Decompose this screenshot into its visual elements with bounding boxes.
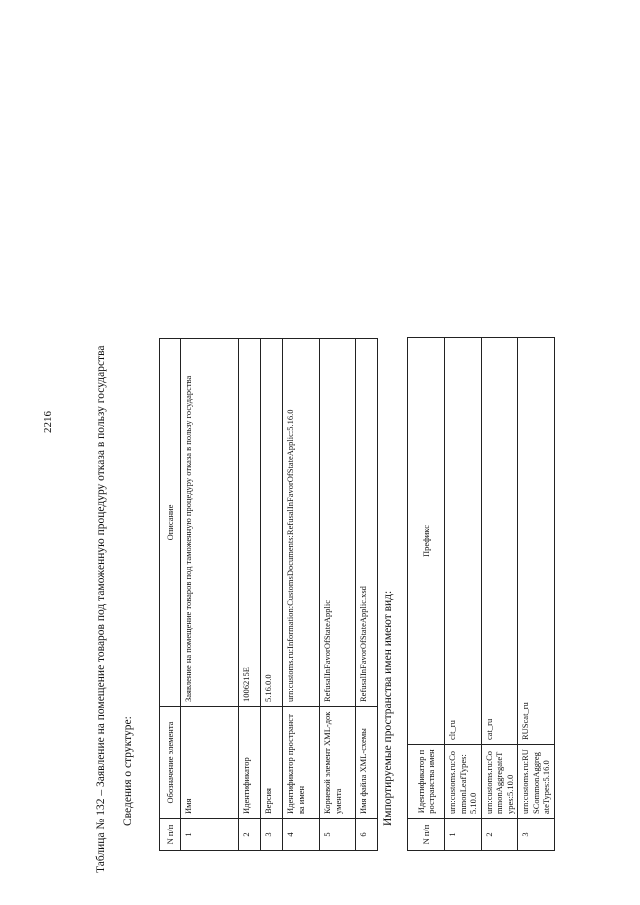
row-number: 2	[481, 819, 518, 851]
table-row	[181, 339, 239, 851]
imports-caption: Импортируемые пространства имен имеют вид:	[382, 590, 394, 826]
table-row	[445, 338, 482, 851]
row-namespace: urn:customs.ru:CommonLeafTypes:5.10.0	[445, 745, 482, 819]
row-prefix: cat_ru	[481, 338, 518, 745]
imports-header-n: N п/п	[408, 819, 445, 851]
row-number: 1	[181, 819, 239, 851]
row-element: Идентификатор	[239, 707, 261, 819]
table-row	[261, 339, 283, 851]
row-namespace: urn:customs.ru:CommonAggregateTypes:5.10.0	[481, 745, 518, 819]
row-element: Имя	[181, 707, 239, 819]
row-element: Имя файла XML-схемы	[356, 707, 378, 819]
row-element: Идентификатор пространства имен	[283, 707, 320, 819]
row-description: 5.16.0.0	[261, 339, 283, 707]
row-description: RefusalInFavorOfStateApplic.xsd	[356, 339, 378, 707]
structure-table	[159, 338, 378, 851]
structure-header-element: Обозначение элемента	[160, 707, 181, 819]
row-prefix: RUScat_ru	[518, 338, 555, 745]
table-title: Таблица № 132 – Заявление на помещение товаров под таможенную процедуру отказа в пользу государства	[95, 345, 107, 873]
row-number: 5	[320, 819, 356, 851]
row-description: Заявление на помещение товаров под таможенную процедуру отказа в пользу государства	[181, 339, 239, 707]
imports-header-namespace: Идентификатор пространства имен	[408, 745, 445, 819]
table-row	[239, 339, 261, 851]
imports-header-prefix: Префикс	[408, 338, 445, 745]
table-row	[356, 339, 378, 851]
table-row	[283, 339, 320, 851]
table-row	[518, 338, 555, 851]
table-row	[481, 338, 518, 851]
structure-header-description: Описание	[160, 339, 181, 707]
row-number: 6	[356, 819, 378, 851]
row-number: 4	[283, 819, 320, 851]
row-description: 1006215E	[239, 339, 261, 707]
row-number: 3	[518, 819, 555, 851]
table-row	[320, 339, 356, 851]
row-description: urn:customs.ru:Information:CustomsDocuments:RefusalInFavorOfStateApplic:5.16.0	[283, 339, 320, 707]
row-description: RefusalInFavorOfStateApplic	[320, 339, 356, 707]
row-prefix: clt_ru	[445, 338, 482, 745]
imports-table	[407, 337, 555, 851]
structure-header-row	[160, 339, 181, 851]
row-number: 3	[261, 819, 283, 851]
row-element: Версия	[261, 707, 283, 819]
row-number: 2	[239, 819, 261, 851]
row-number: 1	[445, 819, 482, 851]
row-namespace: urn:customs.ru:RUSCommonAggregateTypes:5.16.0	[518, 745, 555, 819]
imports-header-row	[408, 338, 445, 851]
structure-header-n: N п/п	[160, 819, 181, 851]
row-element: Корневой элемент XML-документа	[320, 707, 356, 819]
page-number: 2216	[42, 411, 54, 433]
structure-caption: Сведения о структуре:	[122, 716, 134, 826]
